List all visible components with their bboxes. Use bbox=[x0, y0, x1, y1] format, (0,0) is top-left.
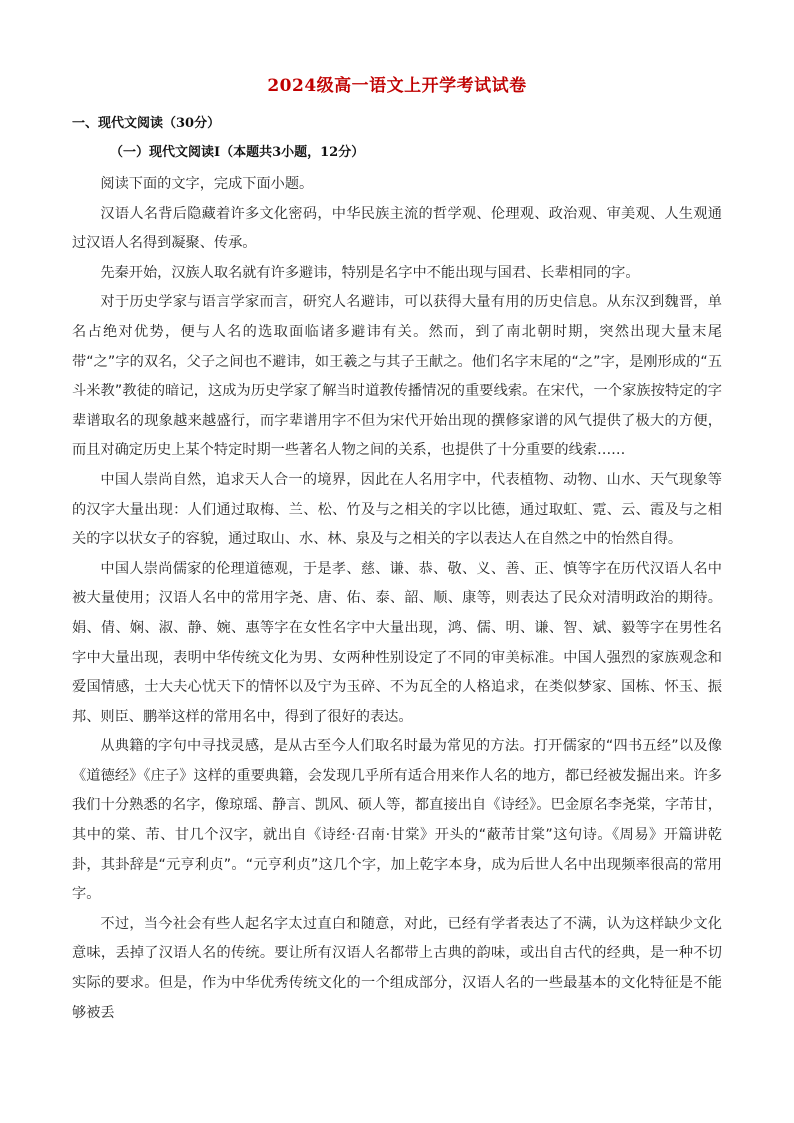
paragraph: 汉语人名背后隐藏着许多文化密码，中华民族主流的哲学观、伦理观、政治观、审美观、人生观通过汉语人名得到凝聚、传承。 bbox=[72, 205, 722, 252]
paragraph: 中国人崇尚自然，追求天人合一的境界，因此在人名用字中，代表植物、动物、山水、天气现象等的汉字大量出现：人们通过取梅、兰、松、竹及与之相关的字以比德，通过取虹、霓、云、霞及与之相关的字以状女子的容貌，通过取山、水、林、泉及与之相关的字以表达人在自然之中的怡然自得。 bbox=[72, 471, 722, 548]
sub-heading: （一）现代文阅读I（本题共3小题，12分） bbox=[110, 145, 365, 160]
document-title: 2024级高一语文上开学考试试卷 bbox=[267, 76, 527, 96]
paragraph: 从典籍的字句中寻找灵感，是从古至今人们取名时最为常见的方法。打开儒家的“四书五经”以及像《道德经》《庄子》这样的重要典籍，会发现几乎所有适合用来作人名的地方，都已经被发掘出来。许多我们十分熟悉的名字，像琼瑶、静言、凯风、硕人等，都直接出自《诗经》。巴金原名李尧棠，字芾甘，其中的棠、芾、甘几个汉字，就出自《诗经·召南·甘棠》开头的“蔽芾甘棠”这句诗。《周易》开篇讲乾卦，其卦辞是“元亨利贞”。“元亨利贞”这几个字，加上乾字本身，成为后世人名中出现频率很高的常用字。 bbox=[72, 738, 722, 903]
paragraph-instruction: 阅读下面的文字，完成下面小题。 bbox=[100, 176, 314, 192]
paragraph: 先秦开始，汉族人取名就有许多避讳，特别是名字中不能出现与国君、长辈相同的字。 bbox=[100, 264, 640, 281]
section-heading: 一、现代文阅读（30分） bbox=[72, 116, 221, 131]
paragraph: 对于历史学家与语言学家而言，研究人名避讳，可以获得大量有用的历史信息。从东汉到魏晋，单名占绝对优势，便与人名的选取面临诸多避讳有关。然而，到了南北朝时期，突然出现大量末尾带“之”字的双名，父子之间也不避讳，如王羲之与其子王献之。他们名字末尾的“之”字，是刚形成的“五斗米教”教徒的暗记，这成为历史学家了解当时道教传播情况的重要线索。在宋代，一个家族按特定的字辈谱取名的现象越来越盛行，而字辈谱用字不但为宋代开始出现的撰修家谱的风气提供了极大的方便，而且对确定历史上某个特定时期一些著名人物之间的关系，也提供了十分重要的线索…… bbox=[72, 294, 722, 459]
paragraph: 不过，当今社会有些人起名字太过直白和随意，对此，已经有学者表达了不满，认为这样缺少文化意味，丢掉了汉语人名的传统。要让所有汉语人名都带上古典的韵味，或出自古代的经典，是一种不切实际的要求。但是，作为中华优秀传统文化的一个组成部分，汉语人名的一些最基本的文化特征是不能够被丢 bbox=[72, 915, 722, 1021]
paragraph: 中国人崇尚儒家的伦理道德观，于是孝、慈、谦、恭、敬、义、善、正、慎等字在历代汉语人名中被大量使用；汉语人名中的常用字尧、唐、佑、泰、韶、顺、康等，则表达了民众对清明政治的期待。娟、倩、娴、淑、静、婉、惠等字在女性名字中大量出现，鸿、儒、明、谦、智、斌、毅等字在男性名字中大量出现，表明中华传统文化为男、女两种性别设定了不同的审美标准。中国人强烈的家族观念和爱国情感，士大夫心忧天下的情怀以及宁为玉碎、不为瓦全的人格追求，在类似梦家、国栋、怀玉、振邦、则臣、鹏举这样的常用名中，得到了很好的表达。 bbox=[72, 560, 722, 725]
reading-passage bbox=[72, 170, 722, 1028]
